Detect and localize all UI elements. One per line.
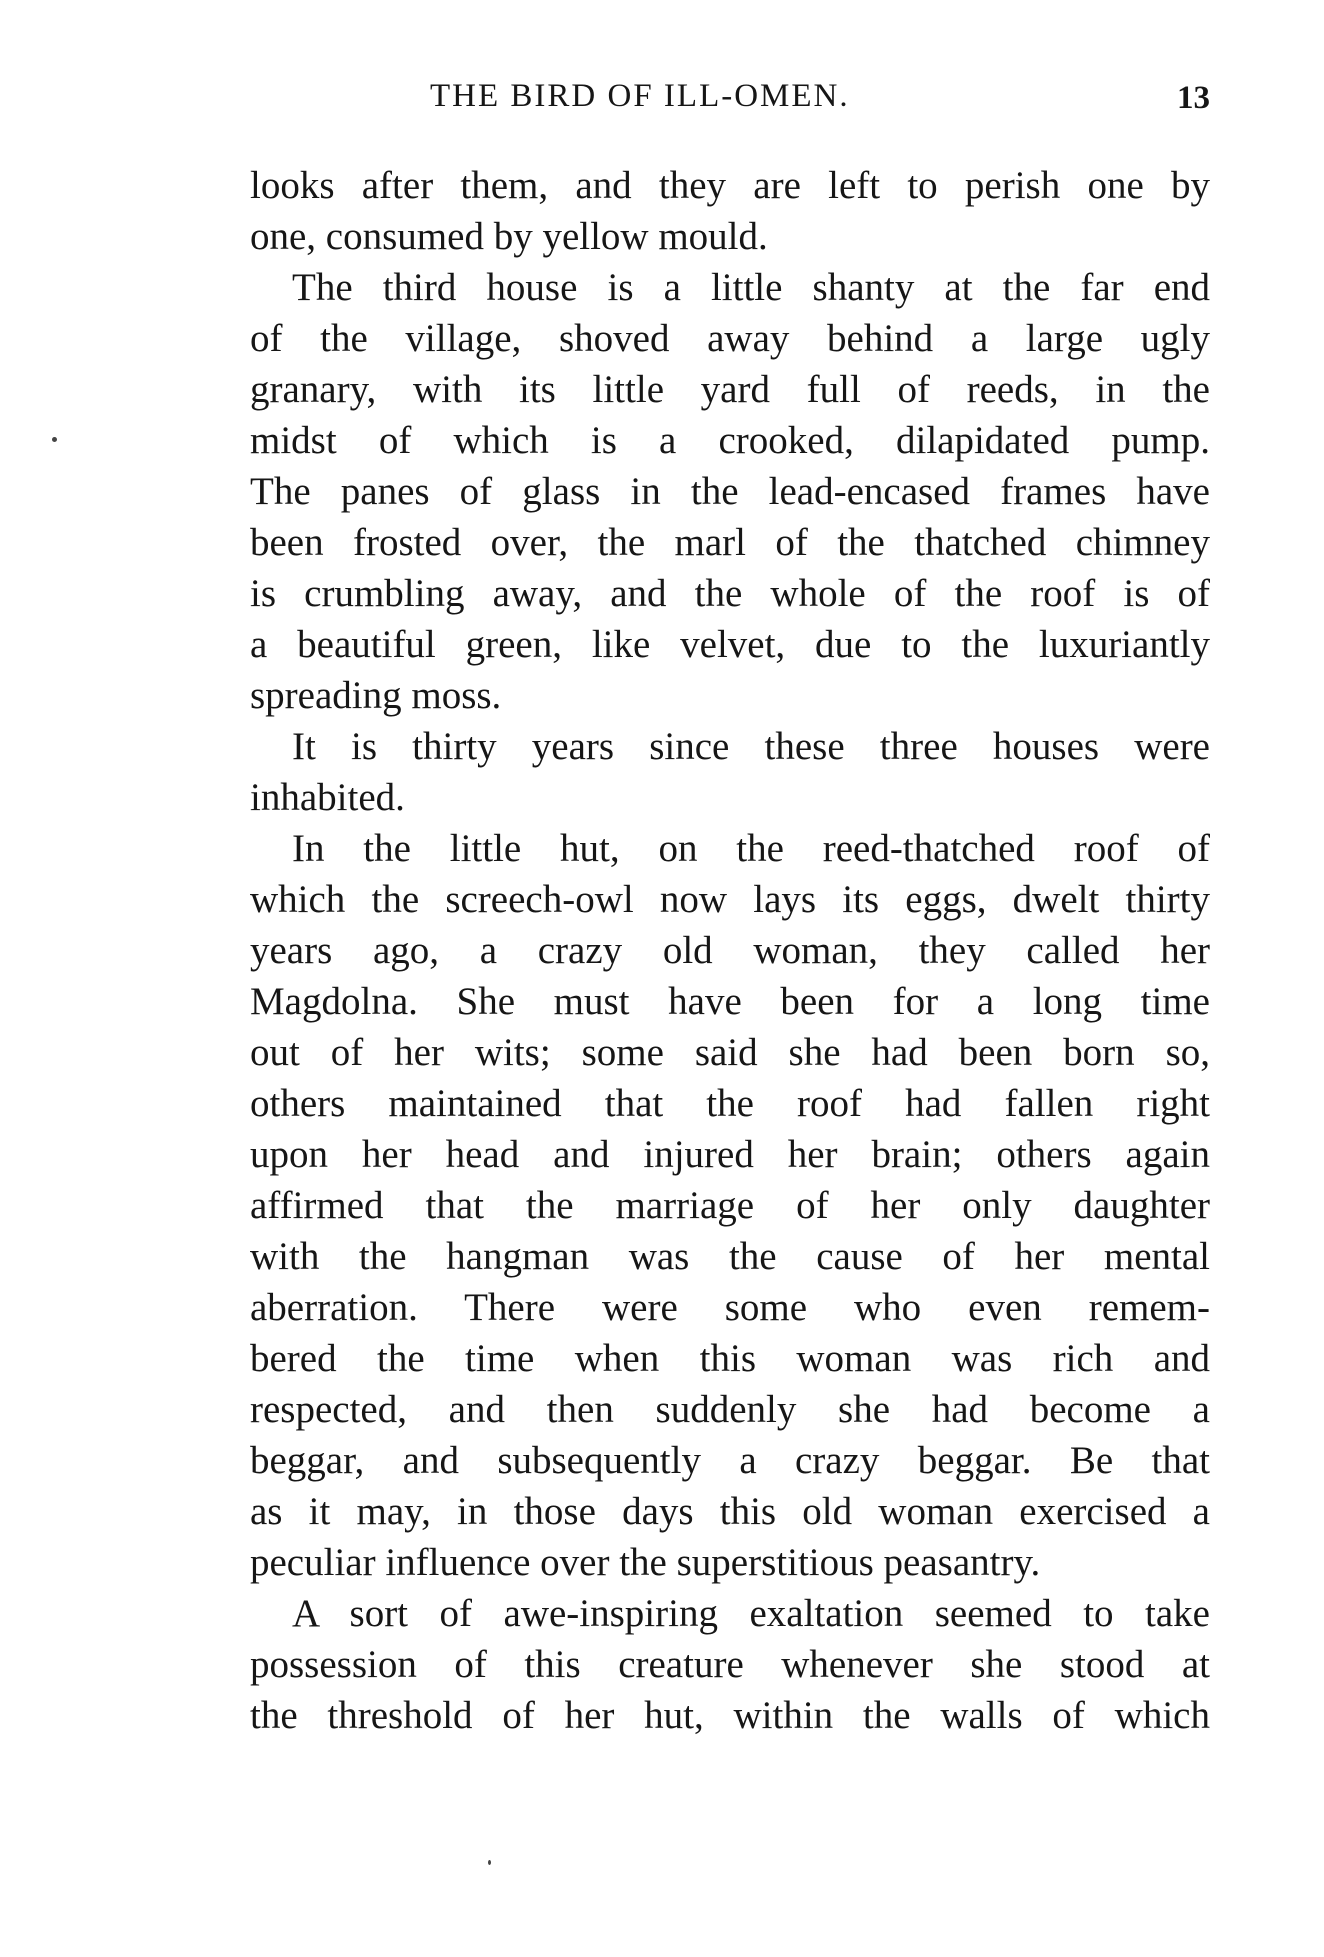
text-line: The panes of glass in the lead-encased frames have bbox=[250, 470, 1210, 513]
text-line: affirmed that the marriage of her only daughter bbox=[250, 1184, 1210, 1227]
text-line: possession of this creature whenever she stood at bbox=[250, 1643, 1210, 1686]
text-line: midst of which is a crooked, dilapidated pump. bbox=[250, 419, 1210, 462]
text-line: the threshold of her hut, within the walls of which bbox=[250, 1694, 1210, 1737]
paragraph-start-line: It is thirty years since these three houses were bbox=[292, 725, 1210, 768]
text-line: looks after them, and they are left to perish one by bbox=[250, 164, 1210, 207]
text-line: granary, with its little yard full of reeds, in the bbox=[250, 368, 1210, 411]
text-line: inhabited. bbox=[250, 776, 405, 819]
text-line: spreading moss. bbox=[250, 674, 502, 717]
running-title: THE BIRD OF ILL-OMEN. bbox=[430, 78, 850, 114]
text-line: years ago, a crazy old woman, they called her bbox=[250, 929, 1210, 972]
body-text bbox=[250, 160, 1210, 1741]
text-line: of the village, shoved away behind a large ugly bbox=[250, 317, 1210, 360]
paragraph-start-line: The third house is a little shanty at the far end bbox=[292, 266, 1210, 309]
text-line: is crumbling away, and the whole of the roof is of bbox=[250, 572, 1210, 615]
text-line: out of her wits; some said she had been born so, bbox=[250, 1031, 1210, 1074]
text-line: been frosted over, the marl of the thatched chimney bbox=[250, 521, 1210, 564]
text-line: bered the time when this woman was rich and bbox=[250, 1337, 1210, 1380]
text-line: respected, and then suddenly she had become a bbox=[250, 1388, 1210, 1431]
running-head bbox=[250, 78, 1210, 128]
scan-speck bbox=[52, 437, 57, 442]
text-line: Magdolna. She must have been for a long time bbox=[250, 980, 1210, 1023]
text-line: upon her head and injured her brain; others again bbox=[250, 1133, 1210, 1176]
text-line: as it may, in those days this old woman exercised a bbox=[250, 1490, 1210, 1533]
paragraph-start-line: In the little hut, on the reed-thatched roof of bbox=[292, 827, 1210, 870]
text-line: aberration. There were some who even remem- bbox=[250, 1286, 1210, 1329]
text-line: others maintained that the roof had fallen right bbox=[250, 1082, 1210, 1125]
text-line: with the hangman was the cause of her mental bbox=[250, 1235, 1210, 1278]
paragraph-start-line: A sort of awe-inspiring exaltation seemed to take bbox=[292, 1592, 1210, 1635]
text-line: beggar, and subsequently a crazy beggar. Be that bbox=[250, 1439, 1210, 1482]
text-line: peculiar influence over the superstitious peasantry. bbox=[250, 1541, 1041, 1584]
page-number: 13 bbox=[1177, 80, 1210, 116]
text-line: which the screech-owl now lays its eggs, dwelt thirty bbox=[250, 878, 1210, 921]
text-line: a beautiful green, like velvet, due to the luxuriantly bbox=[250, 623, 1210, 666]
scan-speck bbox=[488, 1860, 491, 1865]
text-line: one, consumed by yellow mould. bbox=[250, 215, 768, 258]
